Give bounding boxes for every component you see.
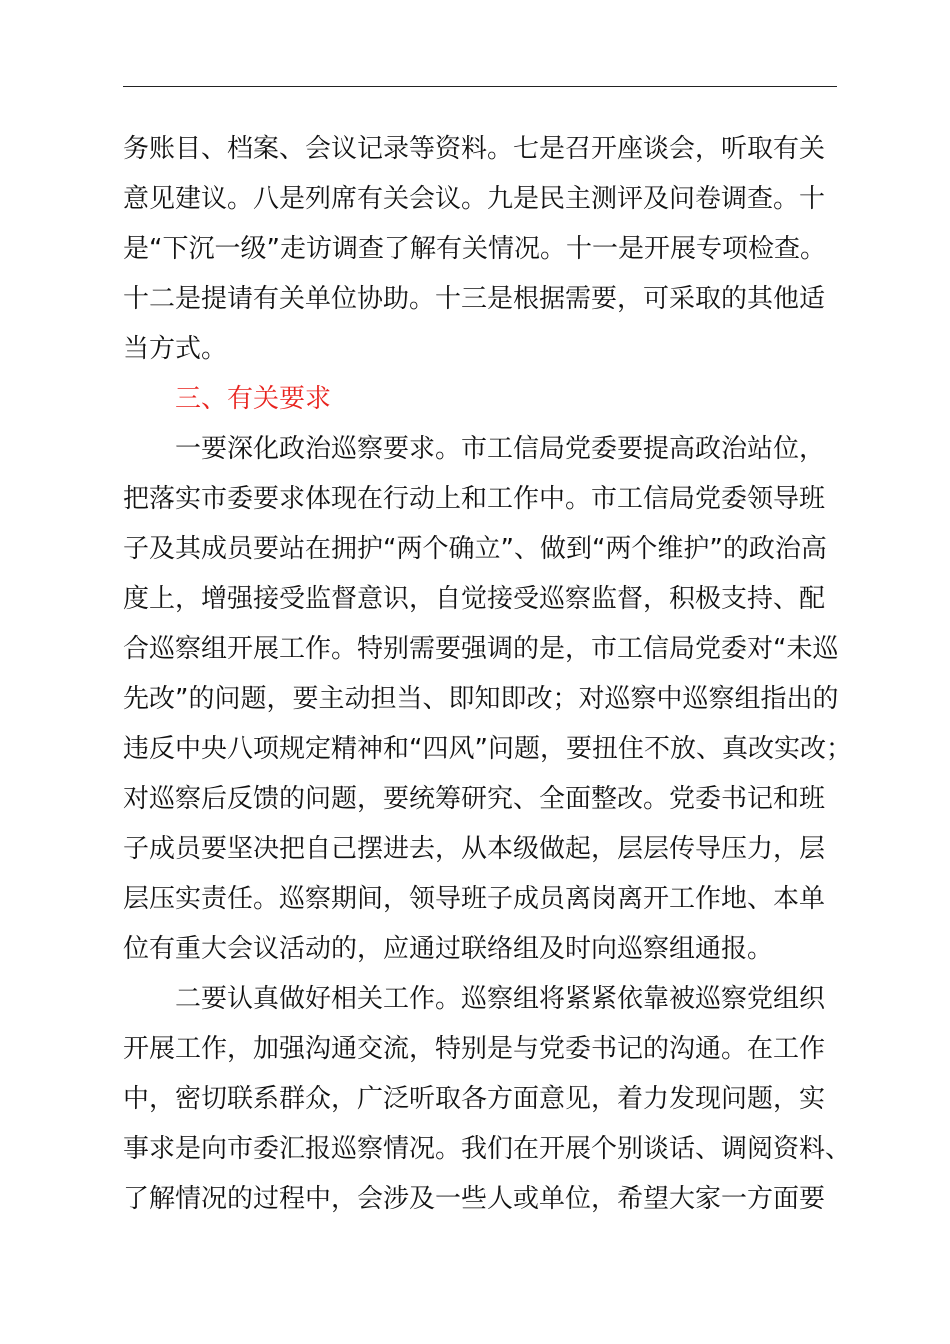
paragraph-related-work <box>123 974 852 1224</box>
text-line: 了解情况的过程中，会涉及一些人或单位，希望大家一方面要 <box>123 1184 826 1214</box>
text-line: 务账目、档案、会议记录等资料。七是召开座谈会，听取有关 <box>123 134 826 164</box>
paragraph-political-inspection <box>123 424 852 974</box>
text-line: 违反中央八项规定精神和“四风”问题，要扭住不放、真改实改； <box>123 734 852 764</box>
text-line: 先改”的问题，要主动担当、即知即改；对巡察中巡察组指出的 <box>123 684 839 714</box>
text-line: 十二是提请有关单位协助。十三是根据需要，可采取的其他适 <box>123 284 826 314</box>
text-line: 二要认真做好相关工作。巡察组将紧紧依靠被巡察党组织 <box>175 984 826 1014</box>
text-line: 把落实市委要求体现在行动上和工作中。市工信局党委领导班 <box>123 484 826 514</box>
header-rule <box>123 86 837 87</box>
text-line: 一要深化政治巡察要求。市工信局党委要提高政治站位， <box>175 434 826 464</box>
text-line: 度上，增强接受监督意识，自觉接受巡察监督，积极支持、配 <box>123 584 826 614</box>
text-line: 开展工作，加强沟通交流，特别是与党委书记的沟通。在工作 <box>123 1034 826 1064</box>
section-heading: 三、有关要求 <box>175 384 332 414</box>
document-body <box>123 124 852 1224</box>
text-line: 对巡察后反馈的问题，要统筹研究、全面整改。党委书记和班 <box>123 784 826 814</box>
text-line: 意见建议。八是列席有关会议。九是民主测评及问卷调查。十 <box>123 184 826 214</box>
text-line: 位有重大会议活动的，应通过联络组及时向巡察组通报。 <box>123 934 774 964</box>
paragraph-continuation <box>123 124 839 374</box>
text-line: 合巡察组开展工作。特别需要强调的是，市工信局党委对“未巡 <box>123 634 839 664</box>
text-line: 当方式。 <box>123 334 228 364</box>
text-line: 子成员要坚决把自己摆进去，从本级做起，层层传导压力，层 <box>123 834 826 864</box>
text-line: 中，密切联系群众，广泛听取各方面意见，着力发现问题，实 <box>123 1084 826 1114</box>
text-line: 是“下沉一级”走访调查了解有关情况。十一是开展专项检查。 <box>123 234 826 264</box>
text-line: 层压实责任。巡察期间，领导班子成员离岗离开工作地、本单 <box>123 884 826 914</box>
text-line: 子及其成员要站在拥护“两个确立”、做到“两个维护”的政治高 <box>123 534 827 564</box>
text-line: 事求是向市委汇报巡察情况。我们在开展个别谈话、调阅资料、 <box>123 1134 852 1164</box>
